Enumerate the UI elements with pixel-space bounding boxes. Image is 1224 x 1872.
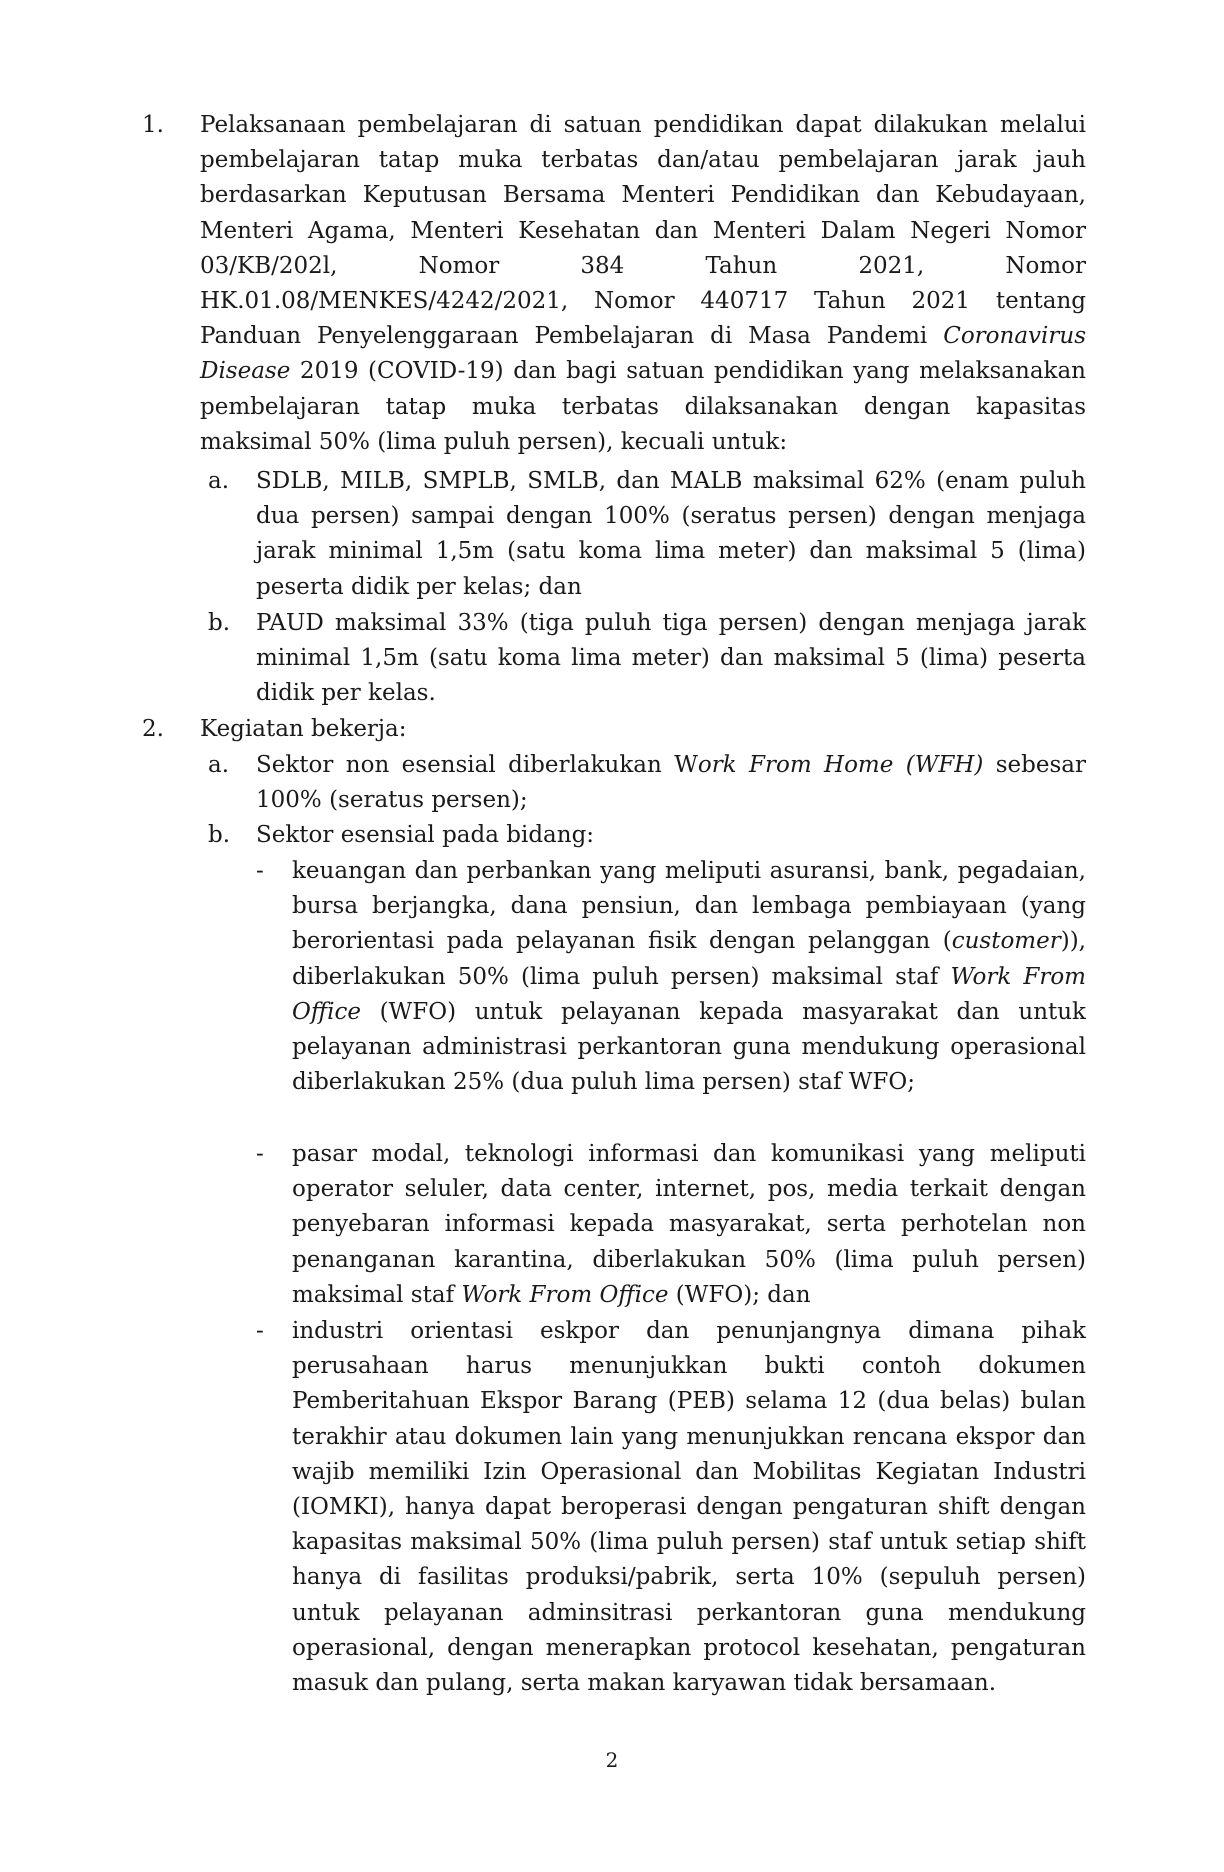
sub-item-text: SDLB, MILB, SMPLB, SMLB, dan MALB maksimal 62% (enam puluh dua persen) sampai dengan 100% (seratus persen) dengan menjaga jarak minimal 1,5m (satu koma lima meter) dan maksimal 5 (lima) peserta didik per kelas; dan — [256, 468, 1086, 600]
sub-item-marker: a. — [208, 468, 230, 494]
sub-item-1b — [208, 606, 1086, 712]
sub-item-2b — [208, 818, 1086, 853]
sub-item-text: Sektor esensial pada bidang: — [256, 822, 595, 848]
sub-item-marker: b. — [208, 610, 231, 636]
list-item-text: Pelaksanaan pembelajaran di satuan pendidikan dapat dilakukan melalui pembelajaran tatap muka terbatas dan/atau pembelajaran jarak jauh berdasarkan Keputusan Bersama Menteri Pendidikan dan Kebudayaan, Menteri Agama, Menteri Kesehatan dan Menteri Dalam Negeri Nomor 03/KB/202l, Nomor 384 Tahun 2021, Nomor HK.01.08/MENKES/4242/2021, Nomor 440717 Tahun 2021 tentang Panduan Penyelenggaraan Pembelajaran di Masa Pandemi Coronavirus Disease 2019 (COVID-19) dan bagi satuan pendidikan yang melaksanakan pembelajaran tatap muka terbatas dilaksanakan dengan kapasitas maksimal 50% (lima puluh persen), kecuali untuk: — [200, 112, 1086, 455]
bullet-item-2 — [256, 1137, 1086, 1313]
bullet-item-3 — [256, 1314, 1086, 1701]
sub-item-2a — [208, 748, 1086, 818]
list-item-1 — [142, 108, 1086, 460]
bullet-item-1 — [256, 854, 1086, 1100]
bullet-text: keuangan dan perbankan yang meliputi asuransi, bank, pegadaian, bursa berjangka, dana pensiun, dan lembaga pembiayaan (yang berorientasi pada pelayanan fisik dengan pelanggan (customer)), diberlakukan 50% (lima puluh persen) maksimal staf Work From Office (WFO) untuk pelayanan kepada masyarakat dan untuk pelayanan administrasi perkantoran guna mendukung operasional diberlakukan 25% (dua puluh lima persen) staf WFO; — [292, 858, 1086, 1096]
bullet-marker: - — [256, 1141, 264, 1167]
page-number: 2 — [605, 1748, 619, 1772]
sub-item-marker: b. — [208, 822, 231, 848]
sub-item-1a — [208, 464, 1086, 605]
bullet-text: pasar modal, teknologi informasi dan komunikasi yang meliputi operator seluler, data center, internet, pos, media terkait dengan penyebaran informasi kepada masyarakat, serta perhotelan non penanganan karantina, diberlakukan 50% (lima puluh persen) maksimal staf Work From Office (WFO); dan — [292, 1141, 1086, 1308]
sub-item-text: PAUD maksimal 33% (tiga puluh tiga persen) dengan menjaga jarak minimal 1,5m (satu koma lima meter) dan maksimal 5 (lima) peserta didik per kelas. — [256, 610, 1086, 707]
list-number: 1. — [142, 112, 164, 138]
sub-item-text: Sektor non esensial diberlakukan Work From Home (WFH) sebesar 100% (seratus persen); — [256, 752, 1086, 814]
list-item-2 — [142, 712, 1086, 747]
bullet-text: industri orientasi eskpor dan penunjangnya dimana pihak perusahaan harus menunjukkan bukti contoh dokumen Pemberitahuan Ekspor Barang (PEB) selama 12 (dua belas) bulan terakhir atau dokumen lain yang menunjukkan rencana ekspor dan wajib memiliki Izin Operasional dan Mobilitas Kegiatan Industri (IOMKI), hanya dapat beroperasi dengan pengaturan shift dengan kapasitas maksimal 50% (lima puluh persen) staf untuk setiap shift hanya di fasilitas produksi/pabrik, serta 10% (sepuluh persen) untuk pelayanan adminsitrasi perkantoran guna mendukung operasional, dengan menerapkan protocol kesehatan, pengaturan masuk dan pulang, serta makan karyawan tidak bersamaan. — [292, 1318, 1086, 1697]
bullet-marker: - — [256, 1318, 264, 1344]
bullet-marker: - — [256, 858, 264, 884]
list-item-text: Kegiatan bekerja: — [200, 716, 407, 742]
sub-item-marker: a. — [208, 752, 230, 778]
list-number: 2. — [142, 716, 164, 742]
